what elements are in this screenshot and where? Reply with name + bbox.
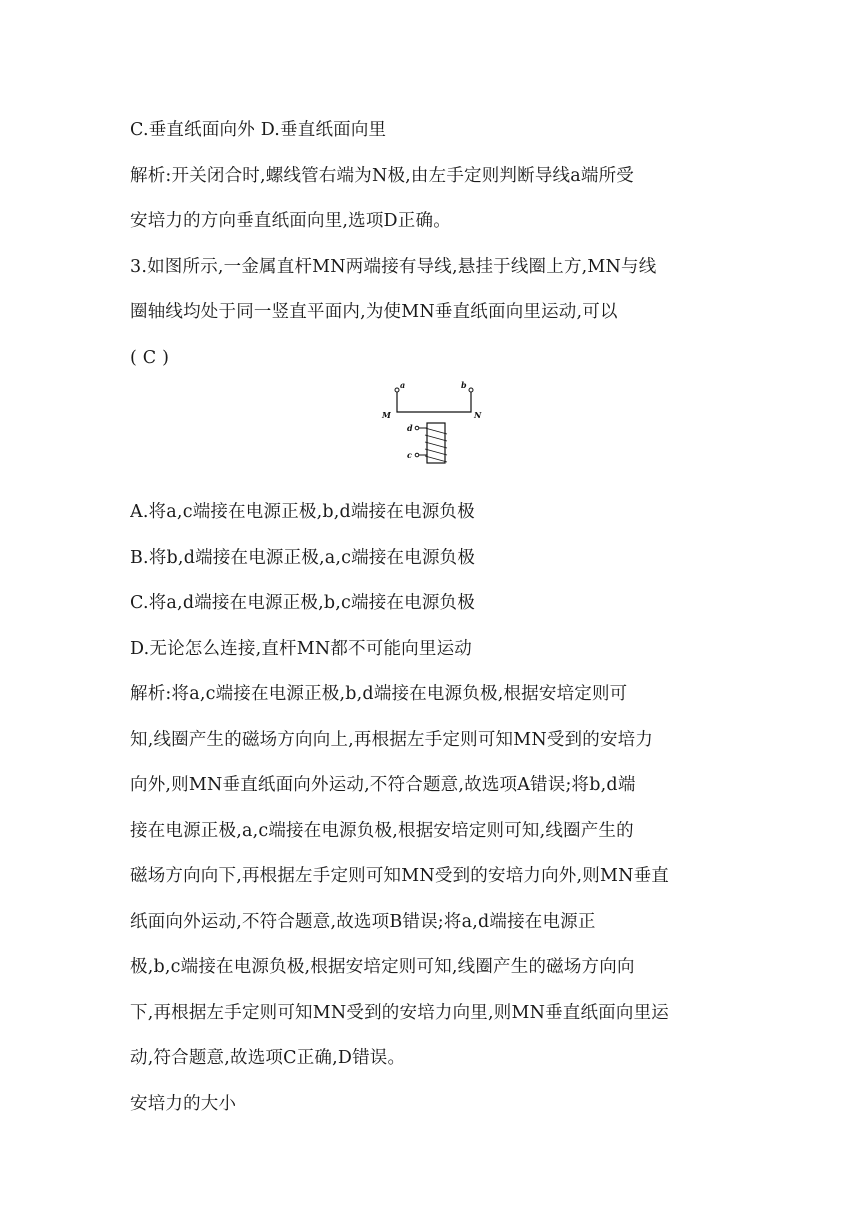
label-d: d <box>407 423 413 433</box>
analysis-line: 知,线圈产生的磁场方向向上,再根据左手定则可知MN受到的安培力 <box>130 729 654 750</box>
terminal-c <box>415 453 419 457</box>
terminal-b <box>469 388 473 392</box>
analysis-line: 动,符合题意,故选项C正确,D错误。 <box>130 1048 406 1068</box>
analysis-line: 磁场方向向下,再根据左手定则可知MN受到的安培力向外,则MN垂直 <box>130 866 669 886</box>
terminal-d <box>415 426 419 430</box>
question-stem-line: 3.如图所示,一金属直杆MN两端接有导线,悬挂于线圈上方,MN与线 <box>130 256 657 277</box>
analysis-line: 极,b,c端接在电源负极,根据安培定则可知,线圈产生的磁场方向向 <box>130 957 635 977</box>
option-d: D.无论怎么连接,直杆MN都不可能向里运动 <box>130 638 472 659</box>
label-n: N <box>474 410 482 420</box>
analysis-line: 安培力的方向垂直纸面向里,选项D正确。 <box>130 211 451 231</box>
option-c: C.将a,d端接在电源正极,b,c端接在电源负极 <box>130 593 475 613</box>
analysis-line: 解析:开关闭合时,螺线管右端为N极,由左手定则判断导线a端所受 <box>130 165 634 186</box>
section-heading: 安培力的大小 <box>130 1093 237 1114</box>
document-page <box>130 108 740 1127</box>
label-m: M <box>382 410 392 420</box>
analysis-line: 下,再根据左手定则可知MN受到的安培力向里,则MN垂直纸面向里运 <box>130 1002 669 1023</box>
analysis-line: 接在电源正极,a,c端接在电源负极,根据安培定则可知,线圈产生的 <box>130 820 634 841</box>
label-c: c <box>407 450 413 460</box>
analysis-line: 纸面向外运动,不符合题意,故选项B错误;将a,d端接在电源正 <box>130 911 596 932</box>
label-b: b <box>461 380 467 390</box>
answer-line: ( C ) <box>130 347 170 368</box>
analysis-line: 解析:将a,c端接在电源正极,b,d端接在电源负极,根据安培定则可 <box>130 684 628 704</box>
option-c-d-line: C.垂直纸面向外 D.垂直纸面向里 <box>130 120 387 140</box>
circuit-figure <box>130 378 740 484</box>
question-stem-line: 圈轴线均处于同一竖直平面内,为使MN垂直纸面向里运动,可以 <box>130 302 618 322</box>
label-a: a <box>400 380 406 390</box>
metal-rod-mn <box>397 392 471 412</box>
rod-coil-diagram <box>375 378 495 478</box>
terminal-a <box>395 388 399 392</box>
coil-winding <box>425 428 447 462</box>
analysis-line: 向外,则MN垂直纸面向外运动,不符合题意,故选项A错误;将b,d端 <box>130 775 636 795</box>
option-b: B.将b,d端接在电源正极,a,c端接在电源负极 <box>130 547 476 568</box>
option-a: A.将a,c端接在电源正极,b,d端接在电源负极 <box>130 502 475 522</box>
